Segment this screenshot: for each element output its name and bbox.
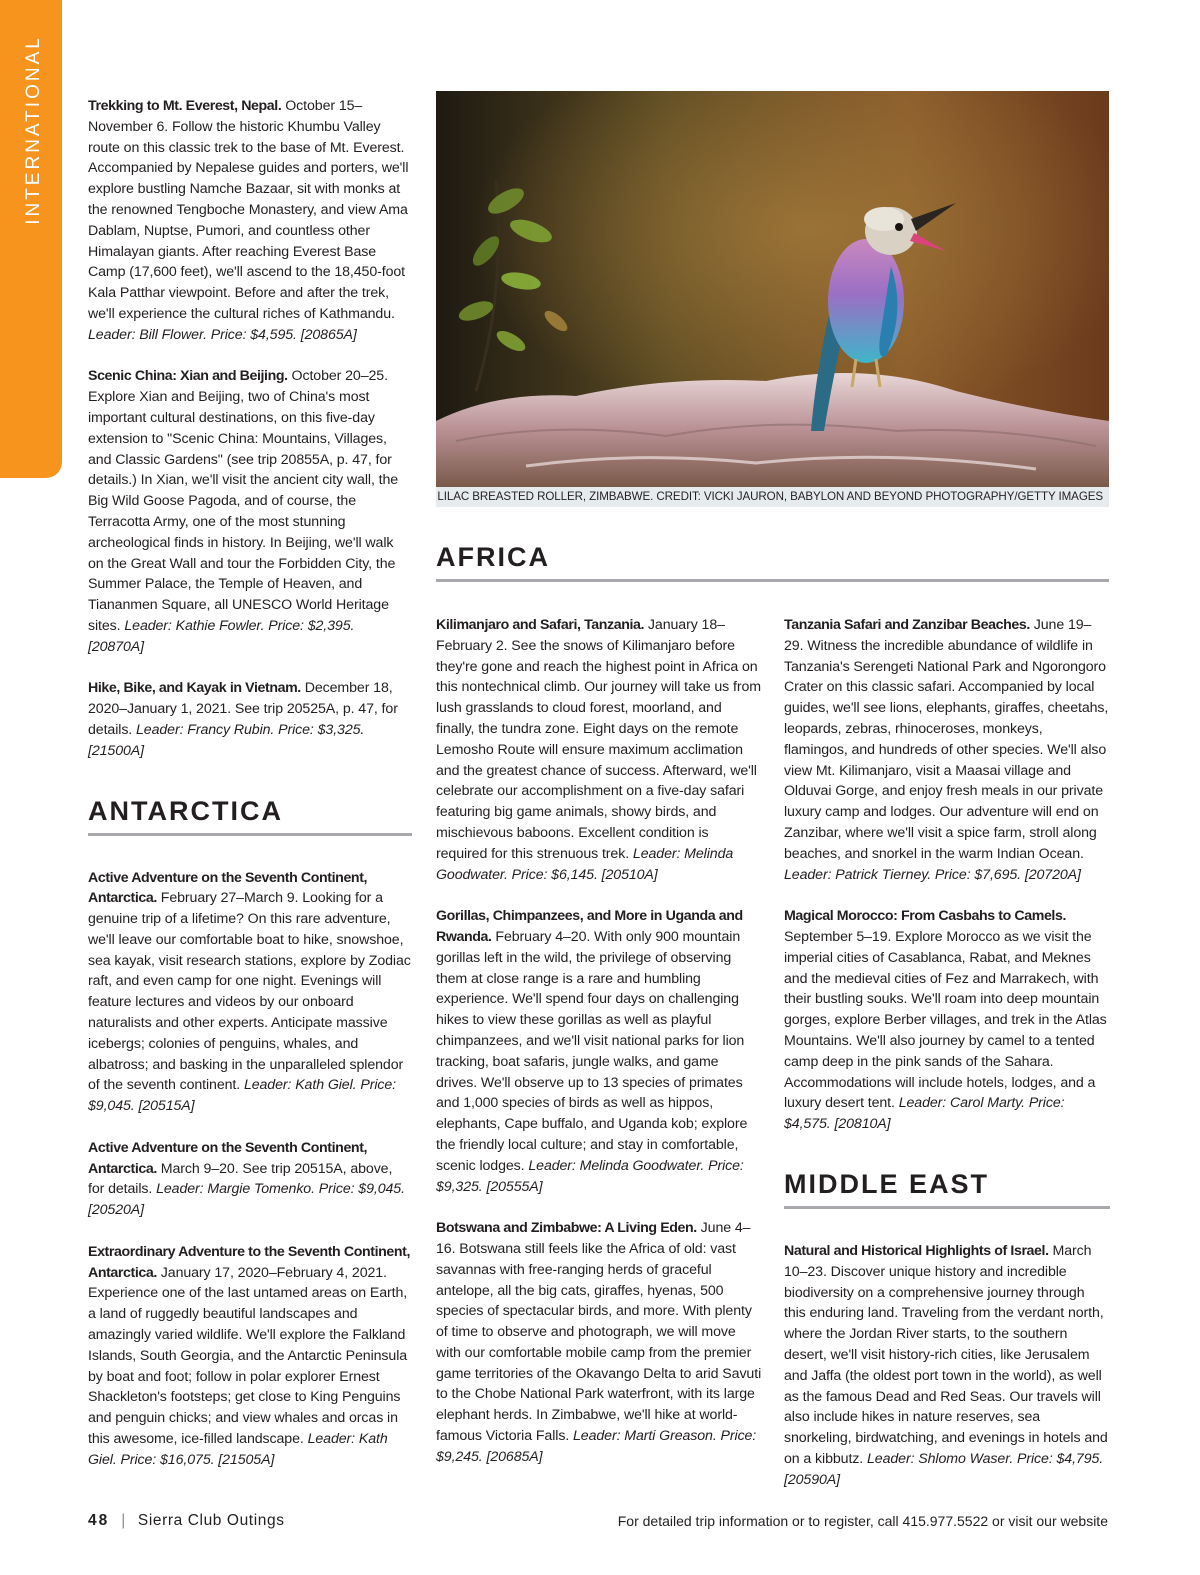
section-heading-middle-east: MIDDLE EAST <box>784 1169 1110 1209</box>
column-left <box>88 96 412 1471</box>
bird-photo <box>436 91 1109 487</box>
trip-entry: Active Adventure on the Seventh Continent, Antarctica. March 9–20. See trip 20515A, above, for details. Leader: Margie Tomenko. Price: $9,045. [20520A] <box>88 1139 405 1219</box>
trip-entry: Magical Morocco: From Casbahs to Camels. September 5–19. Explore Morocco as we visit the imperial cities of Casablanca, Rabat, and Meknes and the medieval cities of Fez and Marrakech, with their bustling souks. We'll roam into deep mountain gorges, explore Berber villages, and trek in the Atlas Mountains. We'll also journey by camel to a tented camp deep in the pink sands of the Sahara. Accommodations will include hotels, lodges, and a luxury desert tent. Leader: Carol Marty. Price: $4,575. [20810A] <box>784 908 1107 1133</box>
column-middle <box>436 615 762 1468</box>
side-tab-label: INTERNATIONAL <box>23 35 44 225</box>
page-footer-right: For detailed trip information or to register, call 415.977.5522 or visit our website <box>617 1513 1108 1529</box>
section-heading-africa: AFRICA <box>436 542 1109 582</box>
trip-entry: Active Adventure on the Seventh Continent, Antarctica. February 27–March 9. Looking for a genuine trip of a lifetime? On this rare adventure, we'll leave our comfortable boat to hike, snowshoe, sea kayak, visit research stations, explore by Zodiac raft, and even camp for one night. Evenings will feature lectures and videos by our onboard naturalists and other experts. Anticipate massive icebergs; colonies of penguins, whales, and albatross; and basking in the unparalleled splendor of the seventh continent. Leader: Kath Giel. Price: $9,045. [20515A] <box>88 869 411 1115</box>
publication-name: Sierra Club Outings <box>137 1512 285 1529</box>
trip-entry: Hike, Bike, and Kayak in Vietnam. December 18, 2020–January 1, 2021. See trip 20525A, p. 47, for details. Leader: Francy Rubin. Price: $3,325. [21500A] <box>88 680 398 759</box>
trip-entry: Kilimanjaro and Safari, Tanzania. January 18–February 2. See the snows of Kilimanjaro before they're gone and reach the highest point in Africa on this nontechnical climb. Our journey will take us from lush grasslands to cloud forest, moorland, and finally, the tundra zone. Eight days on the remote Lemosho Route will ensure maximum acclimation and the greatest chance of success. Afterward, we'll celebrate our accomplishment on a five-day safari featuring big game animals, showy birds, and mischievous baboons. Excellent condition is required for this strenuous trek. Leader: Melinda Goodwater. Price: $6,145. [20510A] <box>436 617 761 883</box>
section-side-tab <box>0 0 62 478</box>
trip-entry: Trekking to Mt. Everest, Nepal. October 15–November 6. Follow the historic Khumbu Valley route on this classic trek to the base of Mt. Everest. Accompanied by Nepalese guides and porters, we'll explore bustling Namche Bazaar, sit with monks at the renowned Tengboche Monastery, and view Ama Dablam, Nuptse, Pumori, and countless other Himalayan giants. After reaching Everest Base Camp (17,600 feet), we'll ascend to the 18,450-foot Kala Patthar viewpoint. Before and after the trek, we'll experience the cultural riches of Kathmandu. Leader: Bill Flower. Price: $4,595. [20865A] <box>88 98 409 343</box>
trip-entry: Tanzania Safari and Zanzibar Beaches. June 19–29. Witness the incredible abundance of wildlife in Tanzania's Serengeti National Park and Ngorongoro Crater on this classic safari. Accompanied by local guides, we'll see lions, elephants, giraffes, cheetahs, leopards, zebras, rhinoceroses, monkeys, flamingos, and hundreds of other species. We'll also view Mt. Kilimanjaro, visit a Maasai village and Olduvai Gorge, and enjoy fresh meals in our private luxury camp and lodges. Our adventure will end on Zanzibar, where we'll visit a spice farm, stroll along beaches, and snorkel in the warm Indian Ocean. Leader: Patrick Tierney. Price: $7,695. [20720A] <box>784 617 1109 883</box>
trip-entry: Scenic China: Xian and Beijing. October 20–25. Explore Xian and Beijing, two of China's most important cultural destinations, on this five-day extension to "Scenic China: Mountains, Villages, and Classic Gardens" (see trip 20855A, p. 47, for details.) In Xian, we'll visit the ancient city wall, the Big Wild Goose Pagoda, and of course, the Terracotta Army, one of the most stunning archeological finds in history. In Beijing, we'll walk on the Great Wall and tour the Forbidden City, the Summer Palace, the Temple of Heaven, and Tiananmen Square, all UNESCO World Heritage sites. Leader: Kathie Fowler. Price: $2,395. [20870A] <box>88 368 399 655</box>
column-right <box>784 615 1110 1490</box>
photo-caption: LILAC BREASTED ROLLER, ZIMBABWE. CREDIT: VICKI JAURON, BABYLON AND BEYOND PHOTOGRAPHY/GETTY IMAGES <box>436 487 1109 507</box>
trip-entry: Botswana and Zimbabwe: A Living Eden. June 4–16. Botswana still feels like the Africa of old: vast savannas with free-ranging herds of graceful antelope, all the big cats, giraffes, hyenas, 500 species of spectacular birds, and more. With plenty of time to observe and photograph, we will move with our comfortable mobile camp from the premier game territories of the Okavango Delta to arid Savuti to the Chobe National Park waterfront, with its large elephant herds. In Zimbabwe, we'll hike at world-famous Victoria Falls. Leader: Marti Greason. Price: $9,245. [20685A] <box>436 1220 762 1465</box>
trip-entry: Extraordinary Adventure to the Seventh Continent, Antarctica. January 17, 2020–February 4, 2021. Experience one of the last untamed areas on Earth, a land of ruggedly beautiful landscapes and amazingly varied wildlife. We'll explore the Falkland Islands, South Georgia, and the Antarctic Peninsula by boat and foot; follow in polar explorer Ernest Shackleton's footsteps; get close to King Penguins and penguin chicks; and view whales and orcas in this awesome, ice-filled landscape. Leader: Kath Giel. Price: $16,075. [21505A] <box>88 1243 410 1468</box>
trip-entry: Natural and Historical Highlights of Israel. March 10–23. Discover unique history and incredible biodiversity on a comprehensive journey through this enduring land. Traveling from the verdant north, where the Jordan River starts, to the southern desert, we'll visit history-rich cities, like Jerusalem and Jaffa (the oldest port town in the world), as well as the famous Dead and Red Seas. Our travels will also include hikes in nature reserves, sea snorkeling, birdwatching, and evenings in hotels and on a kibbutz. Leader: Shlomo Waser. Price: $4,795. [20590A] <box>784 1242 1108 1488</box>
page-number: 48 <box>88 1512 110 1529</box>
trip-entry: Gorillas, Chimpanzees, and More in Uganda and Rwanda. February 4–20. With only 900 mountain gorillas left in the wild, the privilege of observing them at close range is a rare and humbling experience. We'll spend four days on challenging hikes to view these gorillas as well as playful chimpanzees, and we'll visit national parks for lion tracking, boat safaris, jungle walks, and game drives. We'll observe up to 13 species of primates and 1,000 species of birds as well as hippos, elephants, Cape buffalo, and Uganda kob; explore the friendly local culture; and stay in comfortable, scenic lodges. Leader: Melinda Goodwater. Price: $9,325. [20555A] <box>436 908 748 1195</box>
footer-separator: | <box>121 1512 126 1529</box>
page-footer-left <box>88 1512 285 1530</box>
section-heading-antarctica: ANTARCTICA <box>88 796 412 836</box>
